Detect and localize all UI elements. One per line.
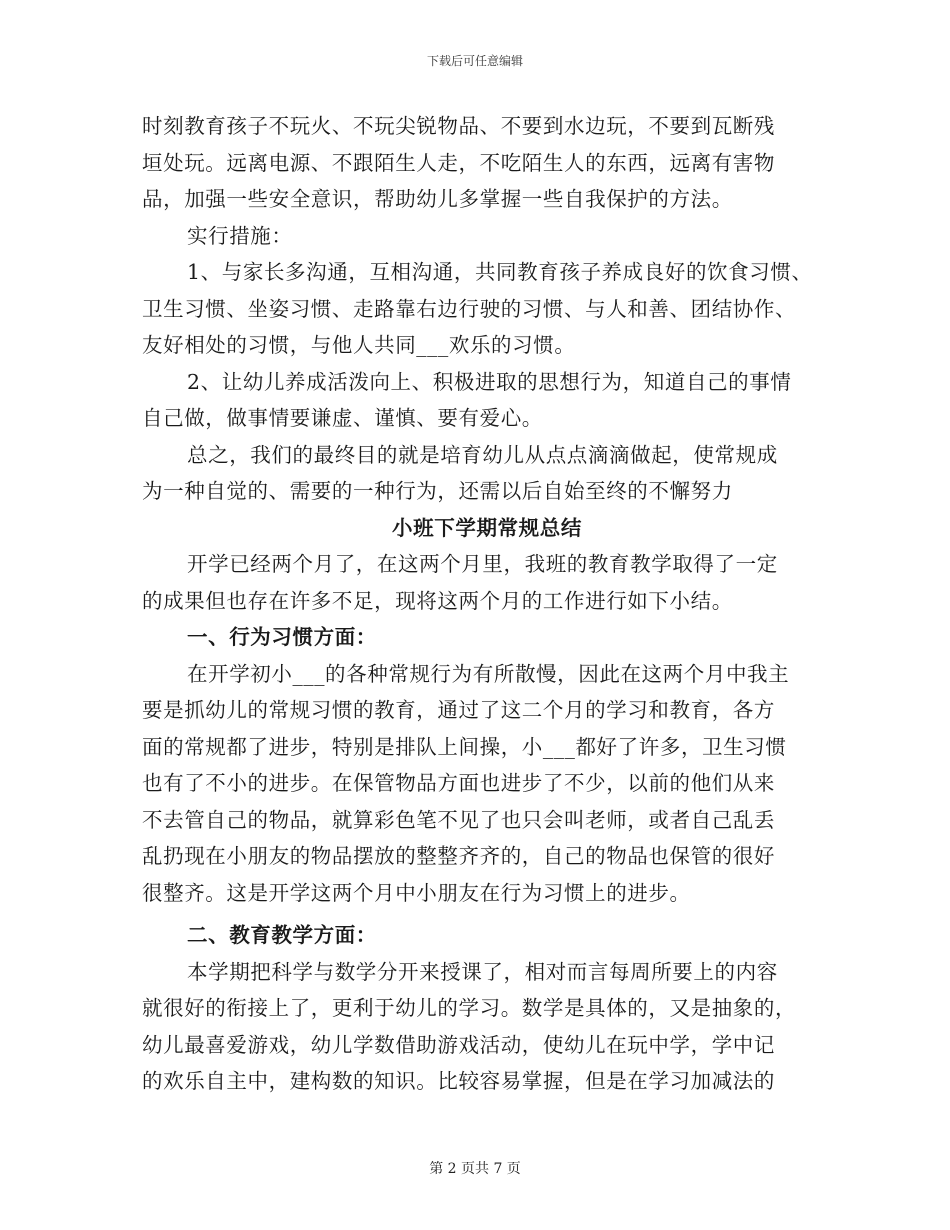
- text-line: 的欢乐自主中，建构数的知识。比较容易掌握，但是在学习加减法的: [142, 1069, 775, 1093]
- text-line: 2、让幼儿养成活泼向上、积极进取的思想行为，知道自己的事情: [187, 369, 792, 394]
- section-heading: 二、教育教学方面：: [187, 923, 377, 947]
- text-line: 友好相处的习惯，与他人共同___欢乐的习惯。: [142, 333, 576, 357]
- text-line: 就很好的衔接上了，更利于幼儿的学习。数学是具体的，又是抽象的，: [142, 996, 797, 1020]
- text-line: 不去管自己的物品，就算彩色笔不见了也只会叫老师，或者自己乱丢: [142, 807, 775, 832]
- text-line: 幼儿最喜爱游戏，幼儿学数借助游戏活动，使幼儿在玩中学，学中记: [142, 1032, 775, 1057]
- page-header-note: 下载后可任意编辑: [426, 54, 523, 68]
- text-line: 为一种自觉的、需要的一种行为，还需以后自始至终的不懈努力: [142, 479, 733, 503]
- page-footer-number: 第 2 页共 7 页: [429, 1161, 521, 1177]
- text-line: 卫生习惯、坐姿习惯、走路靠右边行驶的习惯、与人和善、团结协作、: [142, 296, 797, 321]
- text-line: 1、与家长多沟通，互相沟通，共同教育孩子养成良好的饮食习惯、: [187, 260, 813, 284]
- text-line: 要是抓幼儿的常规习惯的教育，通过了这二个月的学习和教育，各方: [142, 698, 775, 722]
- text-line: 的成果但也存在许多不足，现将这两个月的工作进行如下小结。: [142, 588, 733, 613]
- text-line: 开学已经两个月了，在这两个月里，我班的教育教学取得了一定: [187, 552, 778, 576]
- document-body: [142, 108, 832, 1100]
- section-heading: 一、行为习惯方面：: [187, 625, 377, 649]
- text-line: 很整齐。这是开学这两个月中小朋友在行为习惯上的进步。: [142, 880, 691, 905]
- text-line: 也有了不小的进步。在保管物品方面也进步了不少，以前的他们从来: [142, 771, 775, 795]
- text-line: 在开学初小___的各种常规行为有所散慢，因此在这两个月中我主: [187, 661, 790, 686]
- text-line: 面的常规都了进步，特别是排队上间操，小___都好了许多，卫生习惯: [142, 734, 787, 759]
- text-line: 总之，我们的最终目的就是培育幼儿从点点滴滴做起，使常规成: [187, 442, 778, 467]
- text-line: 自己做，做事情要谦虚、谨慎、要有爱心。: [142, 406, 543, 430]
- text-line: 本学期把科学与数学分开来授课了，相对而言每周所要上的内容: [187, 959, 778, 984]
- section-heading: 小班下学期常规总结: [392, 515, 582, 540]
- text-line: 品，加强一些安全意识，帮助幼儿多掌握一些自我保护的方法。: [142, 187, 733, 211]
- text-line: 乱扔现在小朋友的物品摆放的整整齐齐的，自己的物品也保管的很好: [142, 844, 775, 868]
- text-line: 实行措施：: [187, 223, 293, 248]
- text-line: 时刻教育孩子不玩火、不玩尖锐物品、不要到水边玩，不要到瓦断残: [142, 114, 775, 138]
- text-line: 垣处玩。远离电源、不跟陌生人走，不吃陌生人的东西，远离有害物: [142, 150, 775, 175]
